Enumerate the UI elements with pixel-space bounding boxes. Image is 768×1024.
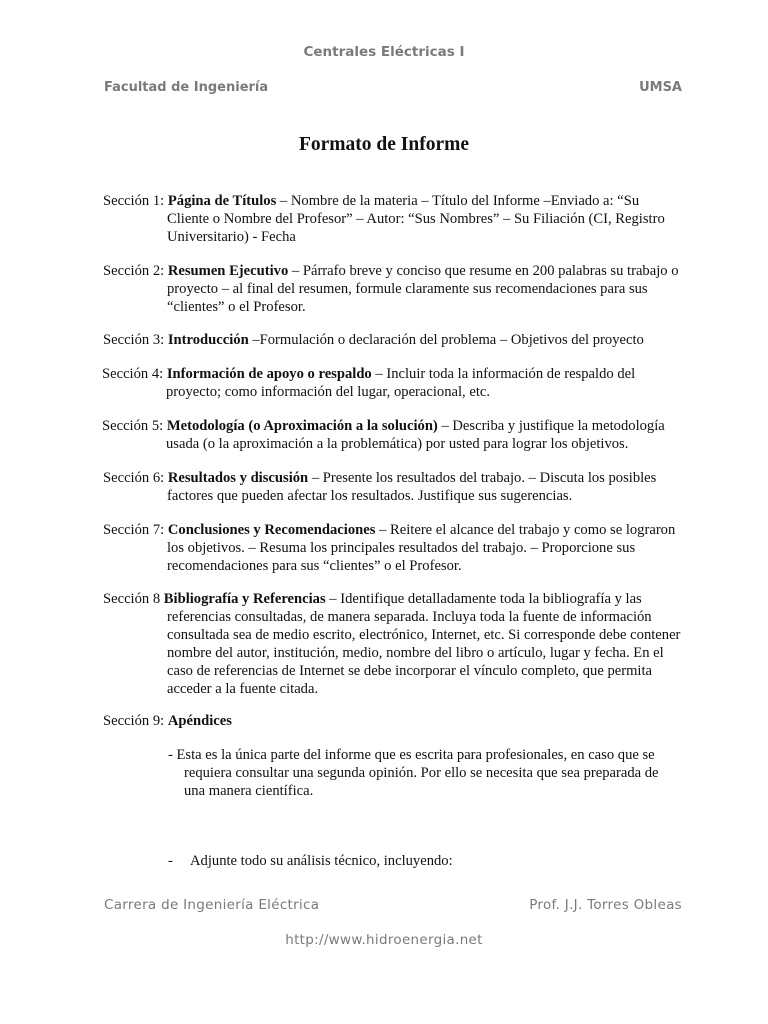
section-text-line: proyecto – al final del resumen, formule claramente sus recomendaciones para sus <box>167 281 648 297</box>
section-6 <box>103 469 703 505</box>
faculty-name: Facultad de Ingeniería <box>104 80 269 95</box>
section-heading: Apéndices <box>167 713 232 729</box>
section-text-line: – Reitere el alcance del trabajo y como se lograron <box>375 522 676 538</box>
section-text-line: – Identifique detalladamente toda la bibliografía y las <box>325 591 642 607</box>
course-name: Centrales Eléctricas I <box>303 44 465 60</box>
section-heading: Conclusiones y Recomendaciones <box>167 522 376 538</box>
section-text-line: – Párrafo breve y conciso que resume en 200 palabras su trabajo o <box>288 263 679 279</box>
section-text-line: – Incluir toda la información de respaldo del <box>371 366 636 382</box>
section-text-line: referencias consultadas, de manera separada. Incluya toda la fuente de información <box>167 609 652 625</box>
section-heading: Página de Títulos <box>167 193 277 209</box>
section-prefix: Sección 7: <box>103 522 168 538</box>
section-heading: Introducción <box>167 332 249 348</box>
section-2 <box>103 262 703 316</box>
university-name: UMSA <box>639 80 682 95</box>
section-prefix: Sección 6: <box>103 470 168 486</box>
section-text-line: – Presente los resultados del trabajo. – Discuta los posibles <box>308 470 657 486</box>
section-text-line: “clientes” o el Profesor. <box>167 299 306 315</box>
bullet-text: Adjunte todo su análisis técnico, incluyendo: <box>190 853 453 869</box>
section-text-line: los objetivos. – Resuma los principales resultados del trabajo. – Proporcione sus <box>167 540 636 556</box>
section-4 <box>102 365 702 401</box>
section-text-line: Universitario) - Fecha <box>167 229 296 245</box>
section-9 <box>103 712 703 730</box>
section-5 <box>102 417 702 453</box>
document-title: Formato de Informe <box>298 134 470 155</box>
section-text-line: consultada sea de medio escrito, electrónico, Internet, etc. Si corresponde debe contener <box>167 627 681 643</box>
section-text-line: factores que pueden afectar los resultados. Justifique sus sugerencias. <box>167 488 573 504</box>
section-heading: Resumen Ejecutivo <box>167 263 289 279</box>
section-text-line: – Describa y justifique la metodología <box>437 418 665 434</box>
website-url: http://www.hidroenergia.net <box>285 932 483 948</box>
section-text-line: Cliente o Nombre del Profesor” – Autor: “Sus Nombres” – Su Filiación (CI, Registro <box>167 211 665 227</box>
section-text-line: proyecto; como información del lugar, operacional, etc. <box>166 384 490 400</box>
appendix-bullet-1 <box>168 746 708 800</box>
bullet-text-line: una manera científica. <box>184 783 314 799</box>
section-heading: Bibliografía y Referencias <box>163 591 326 607</box>
career-name: Carrera de Ingeniería Eléctrica <box>104 897 320 913</box>
section-prefix: Sección 1: <box>103 193 168 209</box>
section-text-line: – Nombre de la materia – Título del Informe –Enviado a: “Su <box>276 193 640 209</box>
professor-name: Prof. J.J. Torres Obleas <box>529 897 682 913</box>
bullet-text-line: requiera consultar una segunda opinión. Por ello se necesita que sea preparada de <box>184 765 659 781</box>
bullet-text-line: - Esta es la única parte del informe que es escrita para profesionales, en caso que se <box>168 747 655 763</box>
section-prefix: Sección 3: <box>103 332 168 348</box>
section-3 <box>103 331 703 349</box>
section-heading: Información de apoyo o respaldo <box>166 366 372 382</box>
section-prefix: Sección 8 <box>103 591 164 607</box>
section-text-line: nombre del autor, institución, medio, nombre del libro o artículo, lugar y fecha. En el <box>167 645 664 661</box>
section-prefix: Sección 4: <box>102 366 167 382</box>
section-heading: Resultados y discusión <box>167 470 309 486</box>
section-8 <box>103 590 703 698</box>
section-text-line: recomendaciones para sus “clientes” o el Profesor. <box>167 558 462 574</box>
section-prefix: Sección 5: <box>102 418 167 434</box>
section-heading: Metodología (o Aproximación a la solución) <box>166 418 438 434</box>
section-7 <box>103 521 703 575</box>
section-prefix: Sección 2: <box>103 263 168 279</box>
section-text-line: acceder a la fuente citada. <box>167 681 319 697</box>
appendix-bullet-2 <box>168 852 453 870</box>
section-1 <box>103 192 703 246</box>
bullet-dash: - <box>168 853 173 869</box>
section-prefix: Sección 9: <box>103 713 168 729</box>
section-text-line: usada (o la aproximación a la problemática) por usted para lograr los objetivos. <box>166 436 629 452</box>
section-text-line: caso de referencias de Internet se debe incorporar el vínculo completo, que permita <box>167 663 653 679</box>
section-text-line: –Formulación o declaración del problema – Objetivos del proyecto <box>248 332 644 348</box>
